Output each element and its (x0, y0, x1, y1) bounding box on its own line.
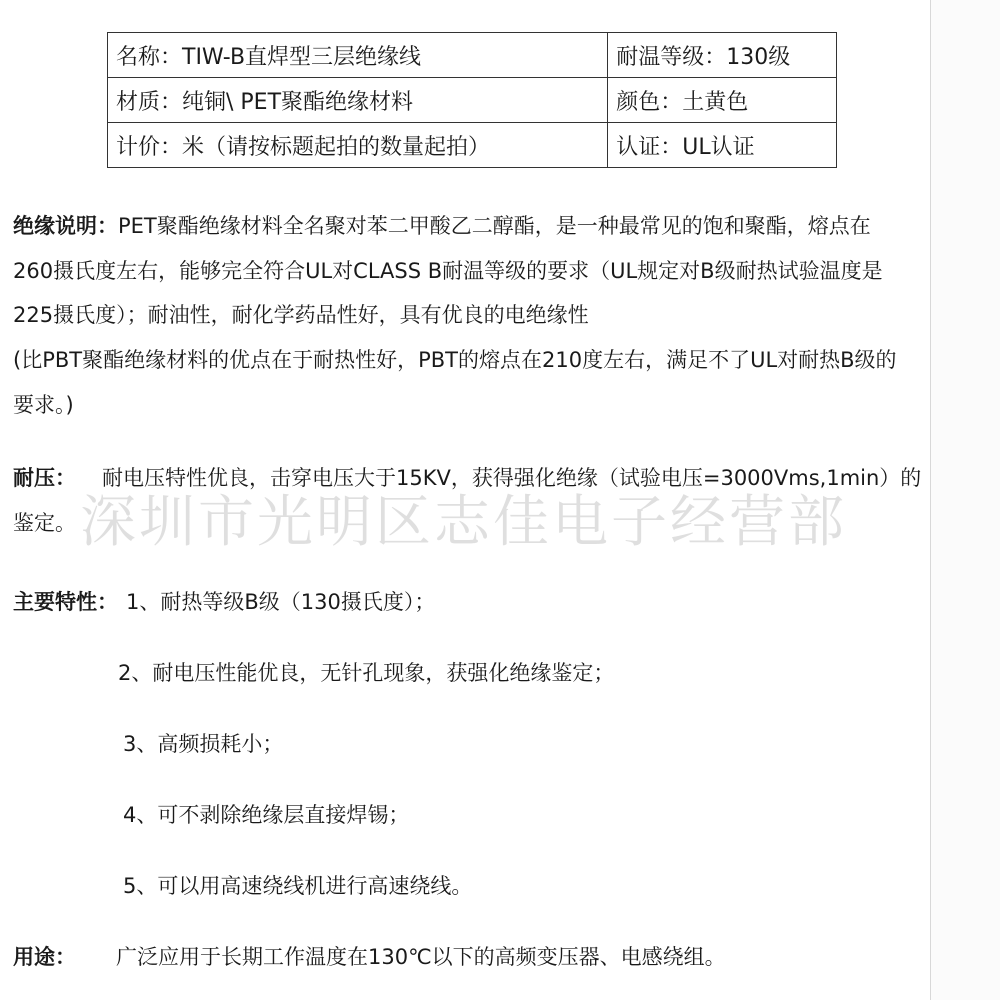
spec-table (107, 32, 837, 168)
features-label: 主要特性： (13, 590, 118, 614)
feature-item-5: 5、可以用高速绕线机进行高速绕线。 (123, 874, 473, 898)
watermark-text: 深圳市光明区志佳电子经营部 (80, 490, 847, 555)
insulation-line-4: (比PBT聚酯绝缘材料的优点在于耐热性好，PBT的熔点在210度左右，满足不了UL对耐热B级的 (13, 348, 897, 372)
feature-item-4: 4、可不剥除绝缘层直接焊锡； (123, 803, 410, 827)
spec-material-cell: 材质：纯铜\ PET聚酯绝缘材料 (108, 78, 608, 123)
spec-temp-cell: 耐温等级：130级 (608, 33, 837, 78)
insulation-line-5: 要求。) (13, 393, 74, 417)
spec-cert-cell: 认证：UL认证 (608, 123, 837, 168)
feature-item-2: 2、耐电压性能优良，无针孔现象，获强化绝缘鉴定； (118, 661, 615, 685)
feature-item-1: 1、耐热等级B级（130摄氏度）； (126, 590, 436, 614)
voltage-label: 耐压： (13, 466, 76, 490)
spec-price-cell: 计价：米（请按标题起拍的数量起拍） (108, 123, 608, 168)
usage-label: 用途： (13, 945, 76, 969)
spec-name-cell: 名称：TIW-B直焊型三层绝缘线 (108, 33, 608, 78)
usage-text: 广泛应用于长期工作温度在130℃以下的高频变压器、电感绕组。 (116, 945, 726, 969)
table-row (108, 33, 837, 78)
insulation-text: PET聚酯绝缘材料全名聚对苯二甲酸乙二醇酯，是一种最常见的饱和聚酯，熔点在 (118, 214, 871, 238)
right-border-line (930, 0, 931, 1000)
spec-color-cell: 颜色：土黄色 (608, 78, 837, 123)
table-row (108, 78, 837, 123)
insulation-line-2: 260摄氏度左右，能够完全符合UL对CLASS B耐温等级的要求（UL规定对B级耐热试验温度是 (13, 259, 883, 283)
voltage-line-2: 鉴定。 (13, 511, 76, 535)
right-margin-strip (931, 0, 1000, 1000)
insulation-line-3: 225摄氏度）；耐油性，耐化学药品性好，具有优良的电绝缘性 (13, 303, 589, 327)
table-row (108, 123, 837, 168)
voltage-line-1: 耐电压特性优良，击穿电压大于15KV，获得强化绝缘（试验电压=3000Vms,1min）的 (102, 466, 922, 490)
feature-item-3: 3、高频损耗小； (123, 732, 284, 756)
insulation-line-1 (13, 210, 871, 240)
insulation-label: 绝缘说明： (13, 214, 118, 238)
